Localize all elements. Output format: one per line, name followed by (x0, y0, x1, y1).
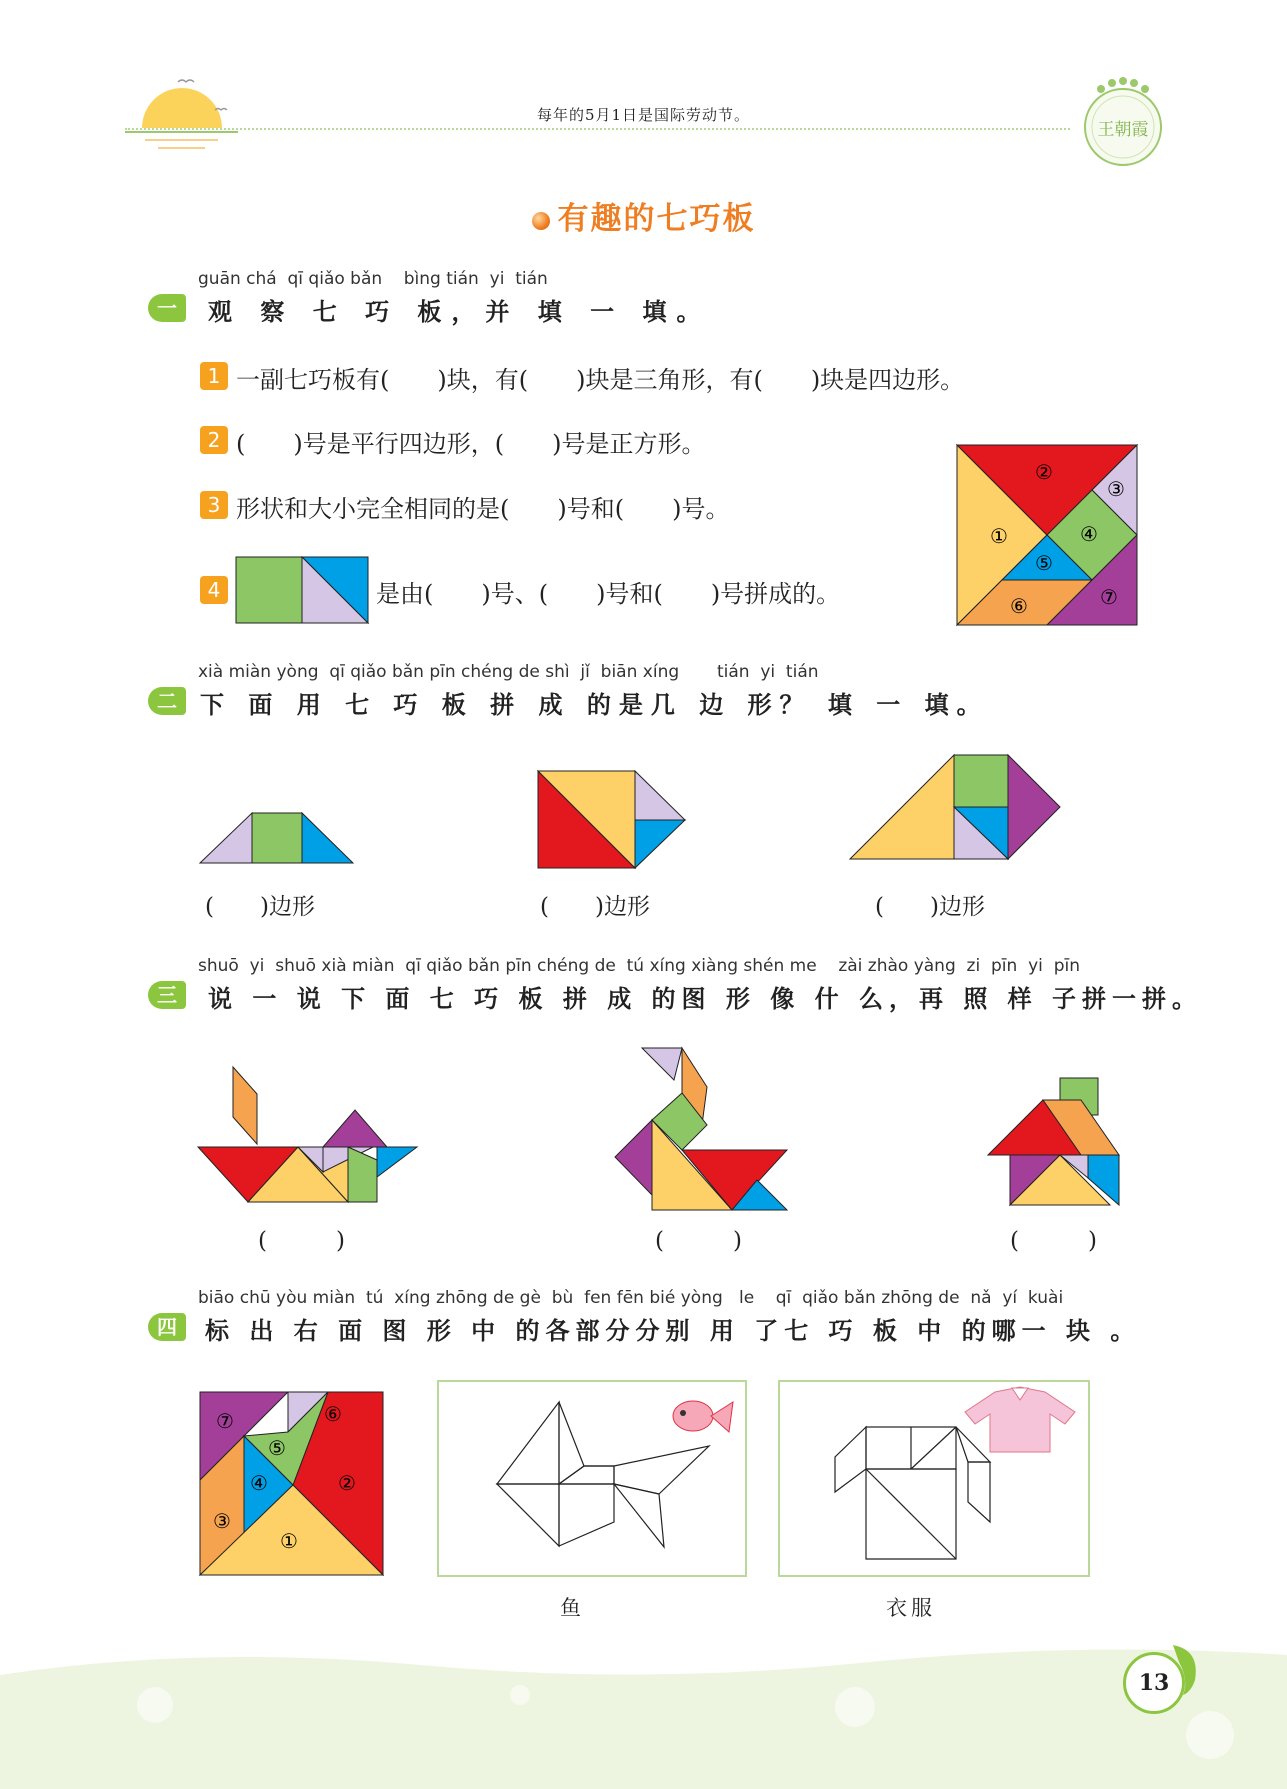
piece-label: ⑦ (1100, 585, 1118, 609)
piece-label: ⑥ (1010, 594, 1028, 618)
section-3-pinyin: shuō yi shuō xià miàn qī qiǎo bǎn pīn chéng de tú xíng xiàng shén me zài zhào yàng zi pīn yi pīn (198, 956, 1080, 976)
piece-label: ⑤ (268, 1436, 286, 1460)
clothes-caption: 衣服 (886, 1596, 936, 1620)
piece-label: ① (280, 1529, 298, 1553)
section-1-heading: 观 察 七 巧 板，并 填 一 填。 (208, 298, 711, 326)
fish-outline-frame (437, 1380, 747, 1577)
piece-label: ① (990, 524, 1008, 548)
piece-label: ③ (1107, 477, 1125, 501)
header-divider (125, 128, 1070, 130)
piece-label: ④ (1080, 522, 1098, 546)
boat-figure (195, 1062, 425, 1207)
shape-1-answer: ( )边形 (205, 894, 315, 920)
piece-label: ② (338, 1471, 356, 1495)
fish-picture-icon (673, 1401, 733, 1432)
tangram-key (198, 1390, 386, 1578)
publisher-logo (1075, 75, 1171, 171)
shirt-picture-icon (965, 1387, 1075, 1452)
figure-1-answer: ( ) (258, 1228, 345, 1254)
shape-3-answer: ( )边形 (875, 894, 985, 920)
question-2-number: 2 (200, 426, 228, 454)
section-2-heading: 下 面 用 七 巧 板 拼 成 的是几 边 形？ 填 一 填。 (200, 691, 989, 719)
question-3-number: 3 (200, 491, 228, 519)
section-3-heading: 说 一 说 下 面 七 巧 板 拼 成 的图 形 像 什 么，再 照 样 子拼一拼。 (208, 985, 1203, 1013)
clothes-outline-frame (778, 1380, 1090, 1577)
figure-2-answer: ( ) (655, 1228, 742, 1254)
logo-text: 王朝霞 (1097, 120, 1149, 140)
section-3-tag: 三 (148, 981, 186, 1009)
swan-figure (612, 1045, 792, 1215)
header-tip: 每年的5月1日是国际劳动节。 (536, 106, 751, 124)
section-2-tag: 二 (148, 687, 186, 715)
page-title: 有趣的七巧板 (0, 193, 1287, 238)
shape-2-answer: ( )边形 (540, 894, 650, 920)
piece-label: ⑦ (216, 1409, 234, 1433)
question-4-shape (234, 555, 370, 625)
section-4-tag: 四 (148, 1313, 186, 1341)
section-4-pinyin: biāo chū yòu miàn tú xíng zhōng de gè bù fen fēn bié yòng le qī qiǎo bǎn zhōng de nǎ yí kuài (198, 1288, 1064, 1308)
page-number: 13 (1123, 1652, 1185, 1714)
fish-caption: 鱼 (560, 1596, 585, 1620)
question-2-text: ( )号是平行四边形，( )号是正方形。 (236, 430, 706, 458)
section-1-pinyin: guān chá qī qiǎo bǎn bìng tián yi tián (198, 269, 548, 289)
piece-label: ⑤ (1035, 551, 1053, 575)
section-1-tag: 一 (148, 294, 186, 322)
piece-label: ② (1035, 460, 1053, 484)
question-1-number: 1 (200, 362, 228, 390)
pentagon-shape (535, 768, 690, 873)
trapezoid-shape (195, 808, 360, 868)
tangram-reference (955, 443, 1142, 630)
clothes-outline (835, 1427, 990, 1559)
question-4-text: 是由( )号、( )号和( )号拼成的。 (376, 580, 841, 608)
title-bullet-icon (532, 212, 550, 230)
piece-label: ③ (213, 1509, 231, 1533)
question-3-text: 形状和大小完全相同的是( )号和( )号。 (236, 495, 730, 523)
question-4-number: 4 (200, 576, 228, 604)
piece-label: ④ (250, 1471, 268, 1495)
section-4-heading: 标 出 右 面 图 形 中 的各部分分别 用 了七 巧 板 中 的哪一 块 。 (205, 1317, 1141, 1345)
footer-background (0, 1645, 1287, 1789)
figure-3-answer: ( ) (1010, 1228, 1097, 1254)
quadrilateral-shape (848, 752, 1063, 862)
section-2-pinyin: xià miàn yòng qī qiǎo bǎn pīn chéng de shì jǐ biān xíng tián yi tián (198, 662, 819, 682)
question-1-text: 一副七巧板有( )块，有( )块是三角形，有( )块是四边形。 (236, 366, 965, 394)
house-figure (985, 1075, 1140, 1210)
piece-label: ⑥ (324, 1402, 342, 1426)
